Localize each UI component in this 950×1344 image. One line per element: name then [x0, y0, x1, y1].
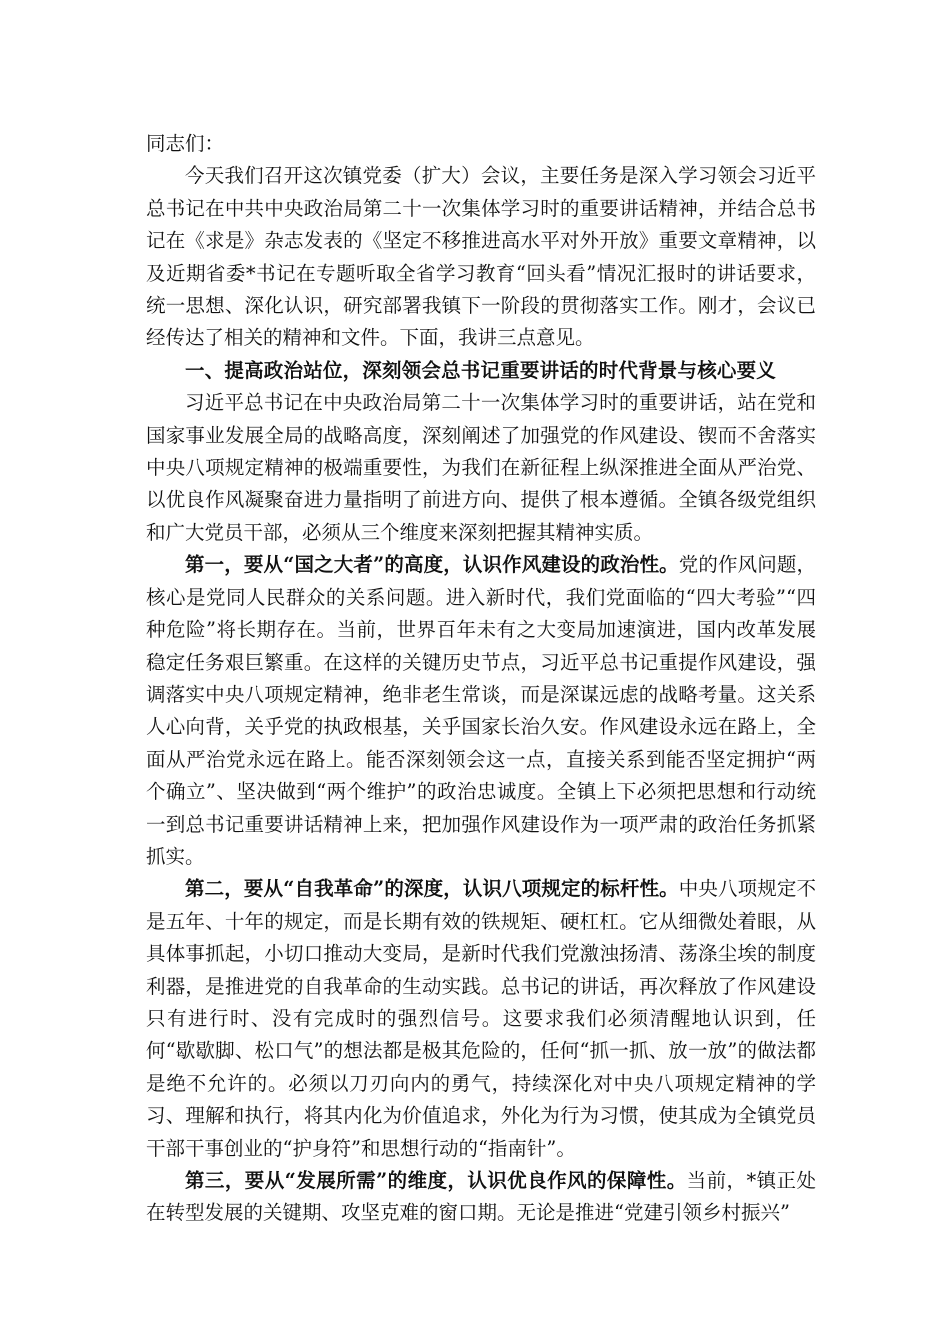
point-1-lead: 第一，要从“国之大者”的高度，认识作风建设的政治性。 — [185, 553, 679, 577]
salutation: 同志们： — [146, 132, 225, 155]
document-body — [146, 128, 816, 1230]
section-1-intro-paragraph: 习近平总书记在中央政治局第二十一次集体学习时的重要讲话，站在党和国家事业发展全局的战略高度，深刻阐述了加强党的作风建设、锲而不舍落实中央八项规定精神的极端重要性，为我们在新征程上纵深推进全面从严治党、以优良作风凝聚奋进力量指明了前进方向、提供了根本遵循。全镇各级党组织和广大党员干部，必须从三个维度来深刻把握其精神实质。 — [146, 391, 816, 544]
point-1-body: 党的作风问题，核心是党同人民群众的关系问题。进入新时代，我们党面临的“四大考验”“四种危险”将长期存在。当前，世界百年未有之大变局加速演进，国内改革发展稳定任务艰巨繁重。在这样的关键历史节点，习近平总书记重提作风建设，强调落实中央八项规定精神，绝非老生常谈，而是深谋远虑的战略考量。这关系人心向背，关乎党的执政根基，关乎国家长治久安。作风建设永远在路上，全面从严治党永远在路上。能否深刻领会这一点，直接关系到能否坚定拥护“两个确立”、坚决做到“两个维护”的政治忠诚度。全镇上下必须把思想和行动统一到总书记重要讲话精神上来，把加强作风建设作为一项严肃的政治任务抓紧抓实。 — [146, 553, 816, 868]
point-3-body: 当前，*镇正处在转型发展的关键期、攻坚克难的窗口期。无论是推进“党建引领乡村振兴” — [146, 1169, 816, 1225]
point-3-paragraph — [146, 1165, 816, 1230]
point-2-paragraph — [146, 873, 816, 1165]
point-1-paragraph — [146, 549, 816, 873]
point-2-lead: 第二，要从“自我革命”的深度，认识八项规定的标杆性。 — [185, 877, 679, 901]
intro-paragraph: 今天我们召开这次镇党委（扩大）会议，主要任务是深入学习领会习近平总书记在中共中央政治局第二十一次集体学习时的重要讲话精神，并结合总书记在《求是》杂志发表的《坚定不移推进高水平对外开放》重要文章精神，以及近期省委*书记在专题听取全省学习教育“回头看”情况汇报时的讲话要求，统一思想、深化认识，研究部署我镇下一阶段的贯彻落实工作。刚才，会议已经传达了相关的精神和文件。下面，我讲三点意见。 — [146, 164, 816, 350]
point-2-body: 中央八项规定不是五年、十年的规定，而是长期有效的铁规矩、硬杠杠。它从细微处着眼，从具体事抓起，小切口推动大变局，是新时代我们党激浊扬清、荡涤尘埃的制度利器，是推进党的自我革命的生动实践。总书记的讲话，再次释放了作风建设只有进行时、没有完成时的强烈信号。这要求我们必须清醒地认识到，任何“歇歇脚、松口气”的想法都是极其危险的，任何“抓一抓、放一放”的做法都是绝不允许的。必须以刀刃向内的勇气，持续深化对中央八项规定精神的学习、理解和执行，将其内化为价值追求，外化为行为习惯，使其成为全镇党员干部干事创业的“护身符”和思想行动的“指南针”。 — [146, 877, 816, 1160]
section-heading-1: 一、提高政治站位，深刻领会总书记重要讲话的时代背景与核心要义 — [185, 358, 777, 382]
point-3-lead: 第三，要从“发展所需”的维度，认识优良作风的保障性。 — [185, 1169, 687, 1192]
